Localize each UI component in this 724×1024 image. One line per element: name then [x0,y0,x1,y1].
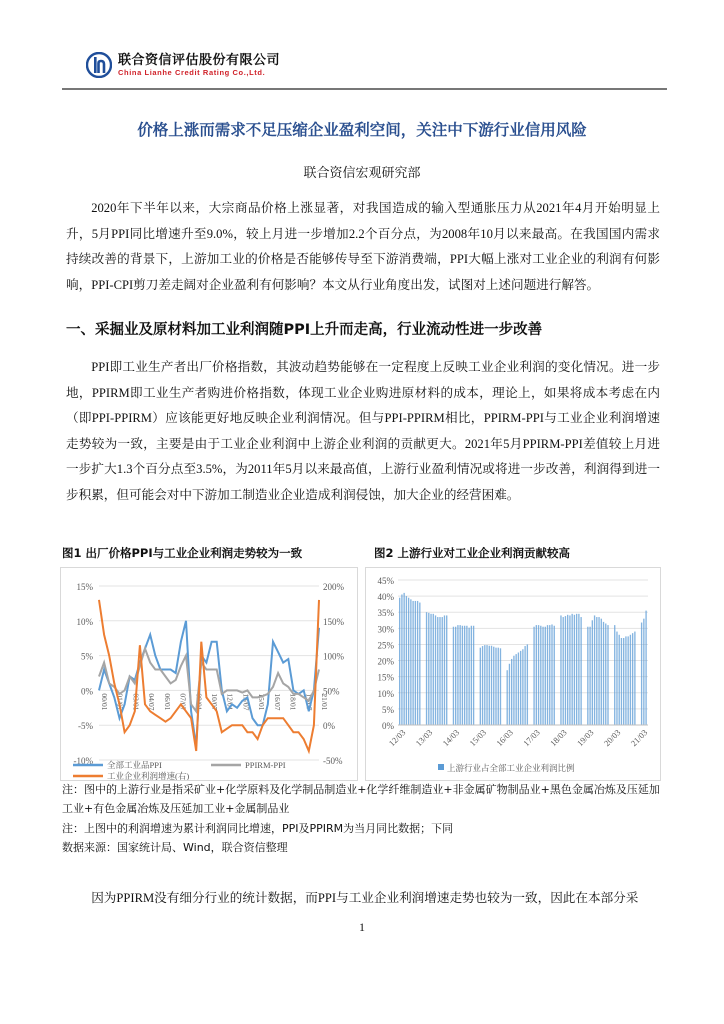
bar [538,625,539,725]
bar [491,646,492,725]
bar [442,617,443,725]
bar [614,625,615,725]
y-tick-label: 20% [377,656,394,667]
bar [578,614,579,725]
x-tick-label: 18/01 [288,693,298,711]
bar [598,617,599,725]
company-logo [86,52,280,78]
bar [482,646,483,725]
header-divider [62,88,667,90]
bar [619,635,620,725]
bar [408,598,409,725]
figure-note-2: 注：上图中的利润增速为累计利润同比增速，PPI及PPIRM为当月同比数据；下同 [62,822,454,835]
lianhe-logo-icon [86,52,112,78]
legend-label: PPIRM-PPI [245,760,286,770]
x-tick-label: 19/03 [574,727,596,749]
page-number: 1 [359,920,365,934]
bar [524,646,525,725]
bar [403,593,404,725]
bar [437,617,438,725]
bar [627,636,628,725]
x-tick-label: 03/01 [131,693,141,711]
bar [536,625,537,725]
x-tick-label: 00/01 [100,693,109,711]
bar [527,644,528,725]
figure2-chart [365,567,661,781]
x-tick-label: 09/01 [194,693,204,711]
x-tick-label: 12/01 [225,693,235,711]
y-tick-label: 5% [382,704,394,715]
y-right-tick-label: 0% [323,721,335,732]
figure1-chart [60,567,358,781]
legend-swatch [438,764,444,770]
bar [473,626,474,725]
bar [426,612,427,725]
document-author: 联合资信宏观研究部 [303,165,421,180]
legend-label: 全部工业品PPI [107,760,162,770]
x-tick-label: 15/03 [467,727,489,749]
bar [500,648,501,725]
bar [603,622,604,725]
figure2-caption: 图2 上游行业对工业企业利润贡献较高 [374,546,571,560]
bar [623,638,624,725]
bar [542,627,543,725]
bar [574,615,575,725]
y-left-tick-label: 10% [76,616,93,627]
bar [446,615,447,725]
x-tick-label: 13/07 [241,693,251,711]
bar [596,617,597,725]
x-tick-label: 12/03 [386,727,408,749]
document-title: 价格上涨而需求不足压缩企业盈利空间，关注中下游行业信用风险 [137,121,587,139]
x-tick-label: 19/07 [304,693,314,711]
x-tick-label: 16/07 [272,693,282,711]
bar [645,611,646,725]
y-left-tick-label: 0% [81,686,93,697]
bar [520,651,521,725]
x-tick-label: 17/03 [521,727,542,749]
bar [428,613,429,725]
y-left-tick-label: 15% [76,582,93,592]
bar [433,614,434,725]
y-tick-label: 35% [377,608,394,619]
bar [576,614,577,725]
y-tick-label: 25% [377,640,394,651]
y-tick-label: 30% [377,624,394,635]
figure-note-1: 注：图中的上游行业是指采矿业+化学原料及化学制品制造业+化学纤维制造业+非金属矿物制品业+黑色金属冶炼及压延加工业+有色金属冶炼及压延加工业+金属制品业 [62,783,660,815]
bar [493,647,494,725]
series-line-0 [99,621,319,746]
bar [601,619,602,725]
section-heading: 一、采掘业及原材料加工业利润随PPI上升而走高，行业流动性进一步改善 [66,322,543,338]
bar [594,615,595,725]
bar [625,636,626,725]
y-left-tick-label: -5% [78,721,93,732]
x-tick-label: 10/07 [210,693,219,711]
x-tick-label: 01/07 [115,693,125,711]
bar [417,601,418,725]
y-tick-label: 10% [377,688,394,699]
bar [632,633,633,725]
x-tick-label: 14/03 [440,727,462,749]
section-paragraph: PPI即工业生产者出厂价格指数，其波动趋势能够在一定程度上反映工业企业利润的变化情况。进一步地，PPIRM即工业生产者购进价格指数，体现工业企业购进原材料的成本，理论上，如果将成本考虑在内（即PPI-PPIRM）应该能更好地反映企业利润情况。但与PPI-PPIRM相比，PPIRM-PPI与工业企业利润增速走势较为一致，主要是由于工业企业利润中上游企业利润的贡献更大。2021年5月PPIRM-PPI差值较上月进一步扩大1.3个百分点至3.5%，为2011年5月以来最高值，上游行业盈利情况或将进一步改善，利润得到进一步积累，但可能会对中下游加工制造业企业造成利润侵蚀，加大企业的经营困难。 [66,360,660,502]
y-tick-label: 45% [377,576,394,586]
bar [587,627,588,725]
bar [549,625,550,725]
x-tick-label: 15/01 [257,693,267,711]
bar [580,617,581,725]
bar [518,653,519,726]
y-tick-label: 15% [377,672,394,683]
legend-label: 上游行业占全部工业企业利润比例 [447,763,575,773]
bar [435,615,436,725]
bar [513,656,514,725]
bar [484,645,485,725]
bar [439,617,440,725]
bar [471,626,472,725]
x-tick-label: 13/03 [413,727,435,749]
figure2-svg [366,568,660,780]
bar [571,614,572,725]
bar [457,625,458,725]
bar [565,616,566,725]
legend-label: 工业企业利润增速(右) [107,771,190,780]
bar [415,601,416,725]
bar [563,617,564,725]
bar [533,627,534,725]
bar [616,632,617,725]
bar [498,648,499,725]
bar [406,596,407,725]
bar [547,625,548,725]
y-left-tick-label: -10% [73,756,93,766]
y-right-tick-label: -50% [323,756,343,766]
bar [486,645,487,725]
bar [545,627,546,725]
closing-paragraph: 因为PPIRM没有细分行业的统计数据，而PPI与工业企业利润增速走势也较为一致，因此在本部分采 [91,891,639,905]
x-tick-label: 06/01 [162,693,172,711]
company-name-cn: 联合资信评估股份有限公司 [118,53,281,68]
x-tick-label: 16/03 [494,727,515,749]
y-tick-label: 0% [382,721,394,731]
bar [464,626,465,725]
y-right-tick-label: 100% [323,651,344,662]
bar [507,670,508,725]
bar [489,646,490,725]
bar [643,619,644,725]
bar [509,664,510,725]
bar [412,601,413,725]
y-right-tick-label: 200% [323,582,344,592]
bar [468,628,469,725]
x-tick-label: 04/07 [147,693,157,711]
bar [444,615,445,725]
bar [462,626,463,725]
bar [430,614,431,725]
figure1-svg [61,568,357,780]
x-tick-label: 07/07 [178,693,188,711]
x-tick-label: 21/01 [320,693,329,711]
bar [515,654,516,725]
y-left-tick-label: 5% [81,651,93,662]
bar [605,624,606,726]
y-tick-label: 40% [377,592,394,603]
y-right-tick-label: 150% [323,616,344,627]
bar [621,638,622,725]
intro-paragraph: 2020年下半年以来，大宗商品价格上涨显著，对我国造成的输入型通胀压力从2021年4月开始明显上升，5月PPI同比增速升至9.0%，较上月进一步增加2.2个百分点，为2008年10月以来最高。在我国国内需求持续改善的背景下，上游加工业的价格是否能够传导至下游消费端，PPI大幅上涨对工业企业的利润有何影响，PPI-CPI剪刀差走阔对企业盈利有何影响？本文从行业角度出发，试图对上述问题进行解答。 [66,201,660,292]
bar [540,626,541,725]
bar [455,627,456,725]
bar [453,627,454,725]
bar [466,626,467,725]
company-name-en: China Lianhe Credit Rating Co.,Ltd. [118,68,266,77]
bar [459,625,460,725]
bar [511,659,512,725]
bar [607,625,608,725]
x-tick-label: 20/03 [601,727,623,749]
figure1-caption: 图1 出厂价格PPI与工业企业利润走势较为一致 [62,546,303,560]
bar [495,648,496,725]
data-source: 数据来源：国家统计局、Wind，联合资信整理 [62,841,288,854]
bar [410,599,411,725]
bar [630,635,631,725]
bar [399,598,400,725]
series-line-2 [99,600,319,751]
bar [589,627,590,725]
bar [592,620,593,725]
bar [569,615,570,725]
x-tick-label: 18/03 [547,727,569,749]
bar [419,603,420,725]
bar [554,626,555,725]
bar [634,632,635,725]
bar [522,649,523,725]
bar [567,615,568,725]
y-right-tick-label: 50% [323,686,340,697]
bar [641,623,642,725]
bar [401,595,402,726]
bar [480,648,481,725]
x-tick-label: 21/03 [628,727,650,749]
bar [560,615,561,725]
bar [551,624,552,725]
